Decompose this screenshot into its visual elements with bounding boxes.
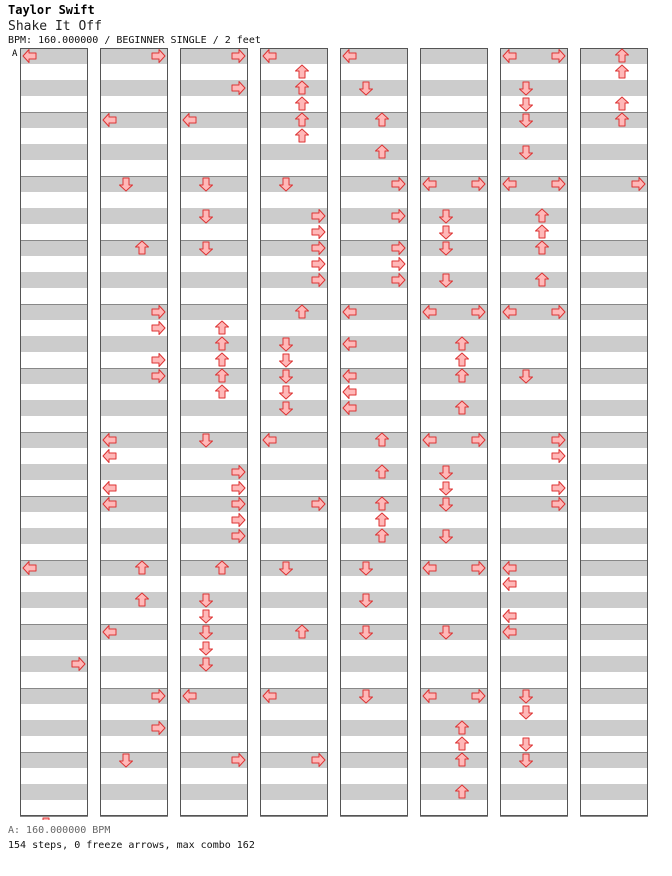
chart-column — [340, 48, 408, 817]
step-stats: 154 steps, 0 freeze arrows, max combo 162 — [8, 840, 255, 851]
chart-column — [20, 48, 88, 817]
bpm-marker: A — [12, 49, 18, 59]
chart-column — [580, 48, 648, 817]
artist-name: Taylor Swift — [8, 3, 95, 17]
chart-info: BPM: 160.000000 / BEGINNER SINGLE / 2 feet — [8, 35, 261, 46]
chart-column — [260, 48, 328, 817]
song-title: Shake It Off — [8, 19, 102, 34]
chart-column — [180, 48, 248, 817]
bpm-legend: A: 160.000000 BPM — [8, 825, 111, 836]
chart-column — [500, 48, 568, 817]
down-arrow-icon — [40, 818, 53, 820]
chart-column — [420, 48, 488, 817]
chart-column — [100, 48, 168, 817]
